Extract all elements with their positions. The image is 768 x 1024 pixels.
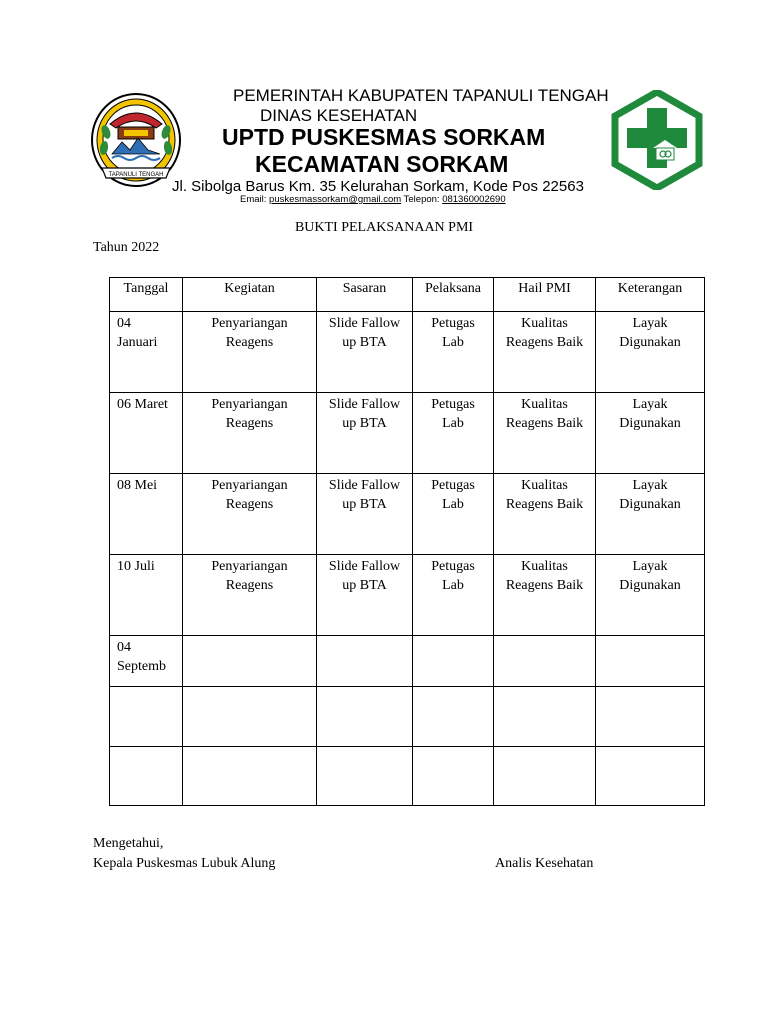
target-cell: Slide Fallow up BTA [317,474,413,555]
regency-seal-logo [88,92,184,192]
target-cell [317,687,413,747]
activity-cell: Penyariangan Reagens [183,474,317,555]
executor-cell: Petugas Lab [413,555,494,636]
result-cell: Kualitas Reagens Baik [494,312,596,393]
table-row [110,747,705,806]
remarks-cell: Layak Digunakan [596,474,705,555]
date-cell [110,747,183,806]
activity-cell: Penyariangan Reagens [183,393,317,474]
result-cell [494,687,596,747]
executor-cell [413,636,494,687]
district-heading: KECAMATAN SORKAM [255,151,509,177]
table-row [110,312,705,393]
document-year: Tahun 2022 [93,240,160,255]
department-heading: DINAS KESEHATAN [260,106,418,125]
acknowledged-label: Mengetahui, [93,836,164,851]
table-row [110,636,705,687]
activity-cell [183,747,317,806]
remarks-cell [596,687,705,747]
document-title: BUKTI PELAKSANAAN PMI [294,220,474,235]
column-header-executor: Pelaksana [413,278,494,312]
result-cell: Kualitas Reagens Baik [494,474,596,555]
government-heading: PEMERINTAH KABUPATEN TAPANULI TENGAH [233,86,609,105]
activity-cell [183,687,317,747]
date-cell: 04 Januari [110,312,183,393]
table-row [110,393,705,474]
executor-cell [413,747,494,806]
activity-cell [183,636,317,687]
phone-label: Telepon: [403,194,440,205]
facility-heading: UPTD PUSKESMAS SORKAM [222,124,546,150]
table-row [110,474,705,555]
analyst-signatory-title: Analis Kesehatan [495,856,594,871]
address-line: Jl. Sibolga Barus Km. 35 Kelurahan Sorkam, Kode Pos 22563 [172,178,584,195]
target-cell: Slide Fallow up BTA [317,312,413,393]
remarks-cell: Layak Digunakan [596,393,705,474]
pmi-records-table [109,277,705,806]
column-header-target: Sasaran [317,278,413,312]
remarks-cell: Layak Digunakan [596,555,705,636]
remarks-cell [596,747,705,806]
table-header-row [110,278,705,312]
date-cell: 04 Septemb [110,636,183,687]
column-header-result: Hail PMI [494,278,596,312]
column-header-activity: Kegiatan [183,278,317,312]
date-cell [110,687,183,747]
executor-cell: Petugas Lab [413,474,494,555]
target-cell: Slide Fallow up BTA [317,393,413,474]
result-cell [494,636,596,687]
phone-link[interactable]: 081360002690 [442,194,506,205]
activity-cell: Penyariangan Reagens [183,312,317,393]
puskesmas-logo [611,90,703,190]
table-row [110,555,705,636]
date-cell: 08 Mei [110,474,183,555]
target-cell [317,636,413,687]
target-cell: Slide Fallow up BTA [317,555,413,636]
executor-cell [413,687,494,747]
result-cell: Kualitas Reagens Baik [494,555,596,636]
column-header-date: Tanggal [110,278,183,312]
email-link[interactable]: puskesmassorkam@gmail.com [269,194,402,205]
date-cell: 10 Juli [110,555,183,636]
target-cell [317,747,413,806]
head-signatory-title: Kepala Puskesmas Lubuk Alung [93,856,276,871]
result-cell: Kualitas Reagens Baik [494,393,596,474]
remarks-cell [596,636,705,687]
activity-cell: Penyariangan Reagens [183,555,317,636]
seal-ribbon-text: TAPANULI TENGAH [108,172,164,178]
table-row [110,687,705,747]
executor-cell: Petugas Lab [413,312,494,393]
executor-cell: Petugas Lab [413,393,494,474]
remarks-cell: Layak Digunakan [596,312,705,393]
result-cell [494,747,596,806]
contact-line [240,194,506,205]
date-cell: 06 Maret [110,393,183,474]
column-header-remarks: Keterangan [596,278,705,312]
email-label: Email: [240,194,267,205]
